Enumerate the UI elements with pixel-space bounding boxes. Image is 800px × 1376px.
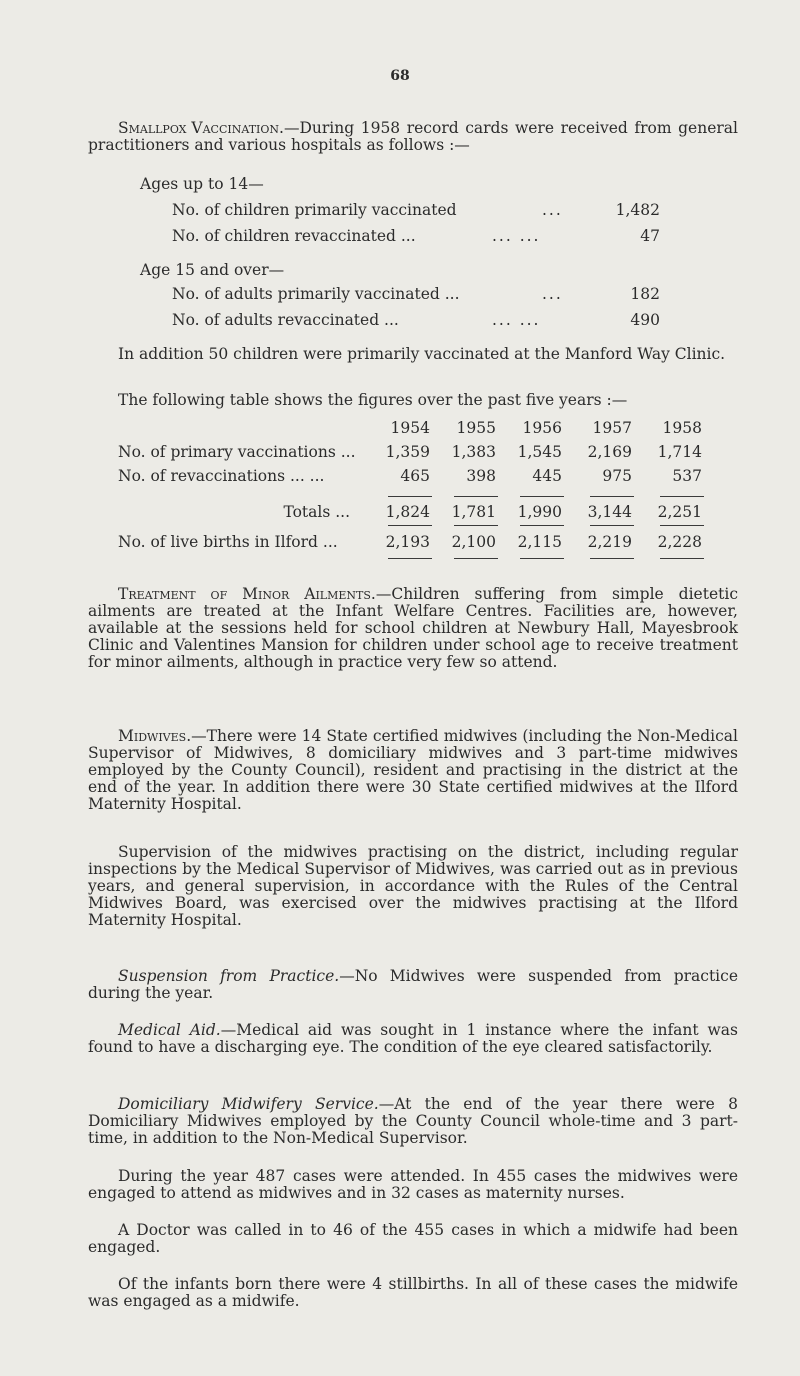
table-rule [590,558,634,559]
table-rule [454,496,498,497]
age-row-value: 182 [630,285,660,303]
domiciliary-heading: Domiciliary Midwifery Service. [118,1095,379,1113]
age-row [172,228,660,248]
table-rule [520,496,564,497]
table-cell: 2,169 [587,443,632,461]
table-cell: 1,383 [451,443,496,461]
table-rule [454,525,498,526]
domiciliary-paragraph [88,1096,738,1147]
age-row [172,312,660,332]
smallpox-text: —During 1958 record cards were received from general practitioners and various hospitals as follows :— [88,119,738,154]
table-cell: 1,359 [385,443,430,461]
table-cell: 2,115 [517,533,562,551]
table-rule [660,496,704,497]
table-cell: 2,219 [587,533,632,551]
age-row-value: 1,482 [615,201,660,219]
table-rule [590,525,634,526]
age-group-label: Age 15 and over— [140,261,285,279]
table-rule [660,558,704,559]
age-row [172,286,660,306]
medical-aid-heading: Medical Aid. [118,1021,221,1039]
table-cell: 2,100 [451,533,496,551]
table-cell: 1,714 [657,443,702,461]
table-cell: 2,251 [657,503,702,521]
table-rule [520,558,564,559]
midwives-paragraph [88,728,738,813]
medical-aid-paragraph [88,1022,738,1056]
age-group-label: Ages up to 14— [140,175,264,193]
leader-dots: ... [542,285,563,303]
table-rule [388,496,432,497]
row-label: Totals ... [283,503,350,521]
age-row-value: 47 [640,227,660,245]
minor-ailments-paragraph [88,586,738,671]
row-label: No. of live births in Ilford ... [118,533,338,551]
age-row-label: No. of children revaccinated ... [172,227,416,245]
suspension-heading: Suspension from Practice. [118,967,340,985]
smallpox-paragraph [88,120,738,154]
table-cell: 1,545 [517,443,562,461]
stillbirths-paragraph: Of the infants born there were 4 stillbirths. In all of these cases the midwife was engaged as a midwife. [88,1275,738,1310]
table-cell: 2,228 [657,533,702,551]
year-header: 1956 [522,419,562,437]
doctor-paragraph: A Doctor was called in to 46 of the 455 cases in which a midwife had been engaged. [88,1221,738,1256]
year-header: 1954 [390,419,430,437]
age-row-label: No. of adults revaccinated ... [172,311,399,329]
page-number: 68 [390,68,410,84]
medical-aid-text: —Medical aid was sought in 1 instance where the infant was found to have a discharging eye. The condition of the eye cleared satisfactorily. [88,1021,739,1056]
table-rule [388,525,432,526]
table-cell: 1,781 [451,503,496,521]
table-rule [590,496,634,497]
suspension-paragraph [88,968,738,1002]
table-cell: 398 [466,467,496,485]
table-rule [388,558,432,559]
table-cell: 445 [532,467,562,485]
row-label: No. of revaccinations ... ... [118,467,325,485]
year-header: 1955 [456,419,496,437]
births-row [88,534,748,554]
table-cell: 465 [400,467,430,485]
minor-ailments-text: —Children suffering from simple dietetic ailments are treated at the Infant Welfare Centres. Facilities are, however, available at the sessions held for school children at Newbury Hall, Mayesbrook Clinic and Valentines Mansion for children under school age to receive treatment for minor ailments, although in practice very few so attend. [88,585,738,671]
row-label: No. of primary vaccinations ... [118,443,356,461]
table-cell: 1,824 [385,503,430,521]
supervision-paragraph: Supervision of the midwives practising on the district, including regular inspections by the Medical Supervisor of Midwives, was carried out as in previous years, and general supervision, in accordance with the Rules of the Central Midwives Board, was exercised over the midwives practising at the Ilford Maternity Hospital. [88,843,738,929]
table-cell: 975 [602,467,632,485]
year-header: 1958 [662,419,702,437]
leader-dots: ... [542,201,563,219]
year-header: 1957 [592,419,632,437]
table-cell: 3,144 [587,503,632,521]
smallpox-heading: Smallpox Vaccination. [118,119,284,137]
table-header-row [88,420,748,440]
leader-dots: ... ... [492,227,541,245]
leader-dots: ... ... [492,311,541,329]
table-cell: 2,193 [385,533,430,551]
minor-ailments-heading: Treatment of Minor Ailments. [118,585,376,603]
cases-paragraph: During the year 487 cases were attended. In 455 cases the midwives were engaged to attend as midwives and in 32 cases as maternity nurses. [88,1167,738,1202]
domiciliary-text: —At the end of the year there were 8 Domiciliary Midwives employed by the County Council whole-time and 3 part-time, in addition to the Non-Medical Supervisor. [88,1095,738,1147]
table-rule [660,525,704,526]
midwives-heading: Midwives. [118,727,192,745]
age-row-label: No. of adults primarily vaccinated ... [172,285,460,303]
table-row [88,444,748,464]
table-cell: 1,990 [517,503,562,521]
table-rule [520,525,564,526]
addition-paragraph: In addition 50 children were primarily vaccinated at the Manford Way Clinic. [118,345,726,363]
age-row-label: No. of children primarily vaccinated [172,201,457,219]
table-row [88,468,748,488]
table-rule [454,558,498,559]
table-cell: 537 [672,467,702,485]
totals-row [88,504,748,524]
midwives-text: —There were 14 State certified midwives (including the Non-Medical Supervisor of Midwives, 8 domiciliary midwives and 3 part-time midwives employed by the County Council), resident and practising in the district at the end of the year. In addition there were 30 State certified midwives at the Ilford Maternity Hospital. [88,727,738,813]
table-intro: The following table shows the figures over the past five years :— [118,391,628,409]
age-row [172,202,660,222]
age-row-value: 490 [630,311,660,329]
suspension-text: —No Midwives were suspended from practice during the year. [88,967,738,1002]
